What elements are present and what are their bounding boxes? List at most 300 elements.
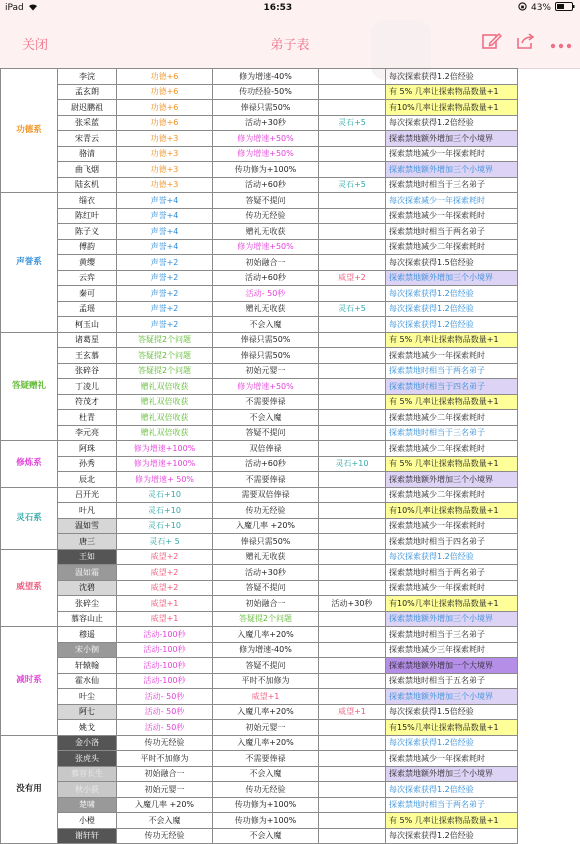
group-label[interactable]: 没有用 [1, 735, 58, 844]
extra-trait-cell[interactable] [319, 363, 386, 379]
primary-trait-cell[interactable]: 威望+2 [117, 580, 213, 596]
explore-bonus-cell[interactable]: 每次探索获得1.2倍经验 [386, 69, 518, 85]
extra-trait-cell[interactable] [319, 379, 386, 395]
primary-trait-cell[interactable]: 声誉+2 [117, 301, 213, 317]
group-label[interactable]: 答疑赠礼 [1, 332, 58, 441]
secondary-trait-cell[interactable]: 传功无经验 [213, 208, 319, 224]
explore-bonus-cell[interactable]: 每次探索获得1.2倍经验 [386, 782, 518, 798]
primary-trait-cell[interactable]: 平时不加修为 [117, 751, 213, 767]
secondary-trait-cell[interactable]: 赠礼无收获 [213, 549, 319, 565]
explore-bonus-cell[interactable]: 探索禁地额外增加三个小境界 [386, 162, 518, 178]
explore-bonus-cell[interactable]: 探索禁地减少一年探索耗时 [386, 518, 518, 534]
secondary-trait-cell[interactable]: 活动+60秒 [213, 177, 319, 193]
explore-bonus-cell[interactable]: 探索禁地减少二年探索耗时 [386, 410, 518, 426]
primary-trait-cell[interactable]: 赠礼双倍收获 [117, 394, 213, 410]
explore-bonus-cell[interactable]: 探索禁地时相当于五名弟子 [386, 673, 518, 689]
primary-trait-cell[interactable]: 功德+6 [117, 84, 213, 100]
explore-bonus-cell[interactable]: 探索禁地时相当于三名弟子 [386, 425, 518, 441]
extra-trait-cell[interactable] [319, 766, 386, 782]
extra-trait-cell[interactable] [319, 689, 386, 705]
disciple-name-cell[interactable]: 温如霜 [58, 565, 117, 581]
extra-trait-cell[interactable] [319, 611, 386, 627]
secondary-trait-cell[interactable]: 不需要俸禄 [213, 394, 319, 410]
explore-bonus-cell[interactable]: 有 5% 几率让探索物品数量+1 [386, 394, 518, 410]
primary-trait-cell[interactable]: 活动- 50秒 [117, 720, 213, 736]
explore-bonus-cell[interactable]: 有10%几率让探索物品数量+1 [386, 596, 518, 612]
secondary-trait-cell[interactable]: 活动+30秒 [213, 115, 319, 131]
disciple-name-cell[interactable]: 姚戈 [58, 720, 117, 736]
table-row [1, 503, 518, 519]
primary-trait-cell[interactable]: 声誉+2 [117, 286, 213, 302]
table-row [1, 193, 518, 209]
primary-trait-cell[interactable]: 活动-100秒 [117, 642, 213, 658]
primary-trait-cell[interactable]: 灵石+10 [117, 518, 213, 534]
secondary-trait-cell[interactable]: 传功经验-50% [213, 84, 319, 100]
secondary-trait-cell[interactable]: 答疑提2个问题 [213, 611, 319, 627]
secondary-trait-cell[interactable]: 初始融合一 [213, 596, 319, 612]
explore-bonus-cell[interactable]: 探索禁地时相当于两名弟子 [386, 565, 518, 581]
disciple-name-cell[interactable]: 叶凡 [58, 503, 117, 519]
extra-trait-cell[interactable] [319, 534, 386, 550]
explore-bonus-cell[interactable]: 探索禁地减少一年探索耗时 [386, 146, 518, 162]
table-row [1, 177, 518, 193]
primary-trait-cell[interactable]: 声誉+4 [117, 193, 213, 209]
primary-trait-cell[interactable]: 功德+6 [117, 115, 213, 131]
disciple-table [0, 68, 518, 844]
explore-bonus-cell[interactable]: 每次探索获得1.2倍经验 [386, 549, 518, 565]
explore-bonus-cell[interactable]: 探索禁地减少二年探索耗时 [386, 239, 518, 255]
table-row [1, 534, 518, 550]
table-row [1, 100, 518, 116]
primary-trait-cell[interactable]: 赠礼双倍收获 [117, 410, 213, 426]
secondary-trait-cell[interactable]: 俸禄只需50% [213, 534, 319, 550]
disciple-name-cell[interactable]: 尉迟鹏祖 [58, 100, 117, 116]
primary-trait-cell[interactable]: 赠礼双倍收获 [117, 379, 213, 395]
extra-trait-cell[interactable]: 灵石+10 [319, 456, 386, 472]
extra-trait-cell[interactable] [319, 348, 386, 364]
table-row [1, 379, 518, 395]
disciple-name-cell[interactable]: 张碎尘 [58, 596, 117, 612]
extra-trait-cell[interactable] [319, 751, 386, 767]
disciple-name-cell[interactable]: 唐三 [58, 534, 117, 550]
table-row [1, 549, 518, 565]
primary-trait-cell[interactable]: 答疑提2个问题 [117, 363, 213, 379]
primary-trait-cell[interactable]: 灵石+ 5 [117, 534, 213, 550]
extra-trait-cell[interactable] [319, 239, 386, 255]
disciple-name-cell[interactable]: 云弈 [58, 270, 117, 286]
table-row [1, 146, 518, 162]
explore-bonus-cell[interactable]: 每次探索获得1.2倍经验 [386, 317, 518, 333]
primary-trait-cell[interactable]: 灵石+10 [117, 487, 213, 503]
battery-percent: 43% [530, 3, 551, 13]
explore-bonus-cell[interactable]: 每次探索获得1.2倍经验 [386, 115, 518, 131]
primary-trait-cell[interactable]: 活动- 50秒 [117, 704, 213, 720]
extra-trait-cell[interactable]: 灵石+5 [319, 301, 386, 317]
secondary-trait-cell[interactable]: 赠礼无收获 [213, 224, 319, 240]
disciple-name-cell[interactable]: 黄缨 [58, 255, 117, 271]
wifi-icon [28, 3, 38, 14]
disciple-name-cell[interactable]: 辰北 [58, 472, 117, 488]
disciple-name-cell[interactable]: 孟玄朗 [58, 84, 117, 100]
extra-trait-cell[interactable] [319, 255, 386, 271]
disciple-name-cell[interactable]: 秦可 [58, 286, 117, 302]
extra-trait-cell[interactable] [319, 131, 386, 147]
explore-bonus-cell[interactable]: 探索禁地时相当于两名弟子 [386, 797, 518, 813]
close-button[interactable]: 关闭 [22, 38, 49, 53]
disciple-name-cell[interactable]: 沈碧 [58, 580, 117, 596]
primary-trait-cell[interactable]: 修为增速+100% [117, 456, 213, 472]
secondary-trait-cell[interactable]: 答疑不提问 [213, 580, 319, 596]
group-label[interactable]: 功德系 [1, 69, 58, 193]
extra-trait-cell[interactable] [319, 627, 386, 643]
table-row [1, 611, 518, 627]
disciple-name-cell[interactable]: 丁凌儿 [58, 379, 117, 395]
extra-trait-cell[interactable] [319, 673, 386, 689]
extra-trait-cell[interactable] [319, 394, 386, 410]
table-row [1, 673, 518, 689]
secondary-trait-cell[interactable]: 传功无经验 [213, 782, 319, 798]
disciple-name-cell[interactable]: 陈子义 [58, 224, 117, 240]
secondary-trait-cell[interactable]: 传功修为+100% [213, 162, 319, 178]
primary-trait-cell[interactable]: 初始元婴一 [117, 782, 213, 798]
table-row [1, 425, 518, 441]
secondary-trait-cell[interactable]: 威望+1 [213, 689, 319, 705]
disciple-name-cell[interactable]: 楚啸 [58, 797, 117, 813]
table-row [1, 472, 518, 488]
secondary-trait-cell[interactable]: 不需要俸禄 [213, 472, 319, 488]
extra-trait-cell[interactable] [319, 441, 386, 457]
secondary-trait-cell[interactable]: 不会入魔 [213, 828, 319, 844]
primary-trait-cell[interactable]: 赠礼双倍收获 [117, 425, 213, 441]
secondary-trait-cell[interactable]: 不会入魔 [213, 410, 319, 426]
primary-trait-cell[interactable]: 活动-100秒 [117, 673, 213, 689]
explore-bonus-cell[interactable]: 探索禁地额外增加三个小境界 [386, 131, 518, 147]
secondary-trait-cell[interactable]: 不会入魔 [213, 317, 319, 333]
table-row [1, 332, 518, 348]
table-row [1, 239, 518, 255]
primary-trait-cell[interactable]: 传功无经验 [117, 735, 213, 751]
disciple-name-cell[interactable]: 陈红叶 [58, 208, 117, 224]
explore-bonus-cell[interactable]: 探索禁地时相当于四名弟子 [386, 534, 518, 550]
explore-bonus-cell[interactable]: 探索禁地额外增加三个小境界 [386, 689, 518, 705]
explore-bonus-cell[interactable]: 探索禁地时相当于三名弟子 [386, 177, 518, 193]
explore-bonus-cell[interactable]: 每次探索获得1.2倍经验 [386, 735, 518, 751]
primary-trait-cell[interactable]: 活动-100秒 [117, 627, 213, 643]
secondary-trait-cell[interactable]: 修为增速-40% [213, 642, 319, 658]
extra-trait-cell[interactable]: 灵石+5 [319, 177, 386, 193]
primary-trait-cell[interactable]: 活动- 50秒 [117, 689, 213, 705]
primary-trait-cell[interactable]: 声誉+4 [117, 239, 213, 255]
table-row [1, 162, 518, 178]
secondary-trait-cell[interactable]: 传功无经验 [213, 503, 319, 519]
extra-trait-cell[interactable] [319, 100, 386, 116]
explore-bonus-cell[interactable]: 探索禁地时相当于四名弟子 [386, 379, 518, 395]
primary-trait-cell[interactable]: 声誉+2 [117, 255, 213, 271]
explore-bonus-cell[interactable]: 每次探索减少一年探索耗时 [386, 193, 518, 209]
extra-trait-cell[interactable] [319, 503, 386, 519]
table-row [1, 704, 518, 720]
secondary-trait-cell[interactable]: 活动+30秒 [213, 565, 319, 581]
primary-trait-cell[interactable]: 威望+2 [117, 565, 213, 581]
secondary-trait-cell[interactable]: 初始元婴一 [213, 363, 319, 379]
extra-trait-cell[interactable] [319, 317, 386, 333]
explore-bonus-cell[interactable]: 探索禁地时相当于三名弟子 [386, 627, 518, 643]
disciple-name-cell[interactable]: 张采蓝 [58, 115, 117, 131]
extra-trait-cell[interactable] [319, 813, 386, 829]
primary-trait-cell[interactable]: 不会入魔 [117, 813, 213, 829]
disciple-name-cell[interactable]: 曲飞烟 [58, 162, 117, 178]
extra-trait-cell[interactable] [319, 224, 386, 240]
explore-bonus-cell[interactable]: 每次探索获得1.5倍经验 [386, 704, 518, 720]
disciple-name-cell[interactable]: 小橙 [58, 813, 117, 829]
group-label[interactable]: 减时系 [1, 627, 58, 736]
secondary-trait-cell[interactable]: 入魔几率 +20% [213, 518, 319, 534]
primary-trait-cell[interactable]: 修为增速+100% [117, 441, 213, 457]
disciple-name-cell[interactable]: 傅韵 [58, 239, 117, 255]
explore-bonus-cell[interactable]: 有 5% 几率让探索物品数量+1 [386, 456, 518, 472]
clock: 16:53 [263, 3, 293, 13]
explore-bonus-cell[interactable]: 探索禁地减少一年探索耗时 [386, 580, 518, 596]
disciple-name-cell[interactable]: 陆玄机 [58, 177, 117, 193]
secondary-trait-cell[interactable]: 初始融合一 [213, 255, 319, 271]
extra-trait-cell[interactable]: 威望+2 [319, 270, 386, 286]
explore-bonus-cell[interactable]: 探索禁地减少三年探索耗时 [386, 642, 518, 658]
extra-trait-cell[interactable] [319, 549, 386, 565]
explore-bonus-cell[interactable]: 探索禁地减少一年探索耗时 [386, 751, 518, 767]
table-row [1, 115, 518, 131]
secondary-trait-cell[interactable]: 答疑不提问 [213, 658, 319, 674]
secondary-trait-cell[interactable]: 平时不加修为 [213, 673, 319, 689]
secondary-trait-cell[interactable]: 传功修为+100% [213, 797, 319, 813]
disciple-name-cell[interactable]: 温如雪 [58, 518, 117, 534]
extra-trait-cell[interactable] [319, 84, 386, 100]
disciple-name-cell[interactable]: 骆清 [58, 146, 117, 162]
primary-trait-cell[interactable]: 功德+3 [117, 177, 213, 193]
primary-trait-cell[interactable]: 入魔几率 +20% [117, 797, 213, 813]
primary-trait-cell[interactable]: 修为增速+ 50% [117, 472, 213, 488]
disciple-name-cell[interactable]: 李浣 [58, 69, 117, 85]
extra-trait-cell[interactable] [319, 518, 386, 534]
navigation-bar [0, 16, 580, 69]
extra-trait-cell[interactable] [319, 332, 386, 348]
secondary-trait-cell[interactable]: 不需要俸禄 [213, 751, 319, 767]
extra-trait-cell[interactable]: 威望+1 [319, 704, 386, 720]
secondary-trait-cell[interactable]: 答疑不提问 [213, 425, 319, 441]
disciple-name-cell[interactable]: 张碎谷 [58, 363, 117, 379]
explore-bonus-cell[interactable]: 探索禁地减少一年探索耗时 [386, 348, 518, 364]
table-row [1, 813, 518, 829]
explore-bonus-cell[interactable]: 探索禁地时相当于两名弟子 [386, 224, 518, 240]
table-row [1, 69, 518, 85]
secondary-trait-cell[interactable]: 双倍俸禄 [213, 441, 319, 457]
disciple-name-cell[interactable]: 慕容长生 [58, 766, 117, 782]
primary-trait-cell[interactable]: 传功无经验 [117, 828, 213, 844]
table-row [1, 735, 518, 751]
extra-trait-cell[interactable] [319, 487, 386, 503]
explore-bonus-cell[interactable]: 探索禁地额外增加三个小境界 [386, 766, 518, 782]
secondary-trait-cell[interactable]: 活动+60秒 [213, 270, 319, 286]
disciple-name-cell[interactable]: 金小洛 [58, 735, 117, 751]
primary-trait-cell[interactable]: 灵石+10 [117, 503, 213, 519]
disciple-name-cell[interactable]: 阿七 [58, 704, 117, 720]
disciple-name-cell[interactable]: 孙秀 [58, 456, 117, 472]
disciple-name-cell[interactable]: 吕开光 [58, 487, 117, 503]
primary-trait-cell[interactable]: 威望+2 [117, 549, 213, 565]
explore-bonus-cell[interactable]: 有 5% 几率让探索物品数量+1 [386, 813, 518, 829]
disciple-name-cell[interactable]: 阿珠 [58, 441, 117, 457]
secondary-trait-cell[interactable]: 需要双倍俸禄 [213, 487, 319, 503]
extra-trait-cell[interactable] [319, 208, 386, 224]
more-icon[interactable] [550, 34, 572, 53]
extra-trait-cell[interactable] [319, 146, 386, 162]
secondary-trait-cell[interactable]: 俸禄只需50% [213, 100, 319, 116]
disciple-name-cell[interactable]: 杜青 [58, 410, 117, 426]
extra-trait-cell[interactable] [319, 425, 386, 441]
secondary-trait-cell[interactable]: 活动+60秒 [213, 456, 319, 472]
explore-bonus-cell[interactable]: 探索禁地减少二年探索耗时 [386, 441, 518, 457]
primary-trait-cell[interactable]: 活动-100秒 [117, 658, 213, 674]
extra-trait-cell[interactable] [319, 565, 386, 581]
disciple-name-cell[interactable]: 秋小荻 [58, 782, 117, 798]
extra-trait-cell[interactable] [319, 193, 386, 209]
primary-trait-cell[interactable]: 答疑提2个问题 [117, 348, 213, 364]
extra-trait-cell[interactable] [319, 286, 386, 302]
explore-bonus-cell[interactable]: 探索禁地时相当于两名弟子 [386, 363, 518, 379]
extra-trait-cell[interactable]: 活动+30秒 [319, 596, 386, 612]
disciple-name-cell[interactable]: 张虎头 [58, 751, 117, 767]
page-title: 弟子表 [270, 38, 310, 53]
extra-trait-cell[interactable]: 灵石+5 [319, 115, 386, 131]
table-row [1, 208, 518, 224]
extra-trait-cell[interactable] [319, 580, 386, 596]
table-row [1, 255, 518, 271]
table-row [1, 301, 518, 317]
disciple-name-cell[interactable]: 叶尘 [58, 689, 117, 705]
secondary-trait-cell[interactable]: 俸禄只需50% [213, 348, 319, 364]
explore-bonus-cell[interactable]: 探索禁地减少二年探索耗时 [386, 487, 518, 503]
table-row [1, 782, 518, 798]
explore-bonus-cell[interactable]: 每次探索获得1.5倍经验 [386, 255, 518, 271]
explore-bonus-cell[interactable]: 探索禁地减少一年探索耗时 [386, 208, 518, 224]
secondary-trait-cell[interactable]: 入魔几率+20% [213, 627, 319, 643]
primary-trait-cell[interactable]: 威望+1 [117, 596, 213, 612]
explore-bonus-cell[interactable]: 探索禁地额外增加三个小境界 [386, 611, 518, 627]
disciple-name-cell[interactable]: 符茂才 [58, 394, 117, 410]
primary-trait-cell[interactable]: 答疑提2个问题 [117, 332, 213, 348]
explore-bonus-cell[interactable]: 有 5% 几率让探索物品数量+1 [386, 332, 518, 348]
disciple-name-cell[interactable]: 李元亮 [58, 425, 117, 441]
secondary-trait-cell[interactable]: 俸禄只需50% [213, 332, 319, 348]
explore-bonus-cell[interactable]: 探索禁地额外增加三个小境界 [386, 472, 518, 488]
extra-trait-cell[interactable] [319, 69, 386, 85]
secondary-trait-cell[interactable]: 赠礼无收获 [213, 301, 319, 317]
table-row [1, 565, 518, 581]
primary-trait-cell[interactable]: 初始融合一 [117, 766, 213, 782]
explore-bonus-cell[interactable]: 有 5% 几率让探索物品数量+1 [386, 84, 518, 100]
table-row [1, 286, 518, 302]
extra-trait-cell[interactable] [319, 797, 386, 813]
secondary-trait-cell[interactable]: 修为增速+50% [213, 239, 319, 255]
table-row [1, 131, 518, 147]
secondary-trait-cell[interactable]: 传功修为+100% [213, 813, 319, 829]
extra-trait-cell[interactable] [319, 410, 386, 426]
primary-trait-cell[interactable]: 声誉+4 [117, 208, 213, 224]
secondary-trait-cell[interactable]: 不会入魔 [213, 766, 319, 782]
extra-trait-cell[interactable] [319, 642, 386, 658]
spreadsheet [0, 68, 580, 844]
disciple-name-cell[interactable]: 宋小徊 [58, 642, 117, 658]
disciple-name-cell[interactable]: 柯玉山 [58, 317, 117, 333]
table-row [1, 627, 518, 643]
explore-bonus-cell[interactable]: 每次探索获得1.2倍经验 [386, 301, 518, 317]
explore-bonus-cell[interactable]: 探索禁地额外增加三个小境界 [386, 270, 518, 286]
group-label[interactable]: 灵石系 [1, 487, 58, 549]
secondary-trait-cell[interactable]: 修为增速+50% [213, 379, 319, 395]
disciple-name-cell[interactable]: 王玄慕 [58, 348, 117, 364]
disciple-name-cell[interactable]: 慕容山止 [58, 611, 117, 627]
secondary-trait-cell[interactable]: 答疑不提问 [213, 193, 319, 209]
table-row [1, 720, 518, 736]
secondary-trait-cell[interactable]: 活动- 50秒 [213, 286, 319, 302]
primary-trait-cell[interactable]: 功德+3 [117, 162, 213, 178]
primary-trait-cell[interactable]: 声誉+2 [117, 317, 213, 333]
secondary-trait-cell[interactable]: 初始元婴一 [213, 720, 319, 736]
secondary-trait-cell[interactable]: 修为增速+50% [213, 146, 319, 162]
extra-trait-cell[interactable] [319, 162, 386, 178]
explore-bonus-cell[interactable]: 有10%几率让探索物品数量+1 [386, 100, 518, 116]
disciple-name-cell[interactable]: 王如 [58, 549, 117, 565]
group-label[interactable]: 声誉系 [1, 193, 58, 333]
edit-icon[interactable] [482, 32, 502, 54]
disciple-name-cell[interactable]: 穆遥 [58, 627, 117, 643]
disciple-name-cell[interactable]: 诸葛星 [58, 332, 117, 348]
primary-trait-cell[interactable]: 功德+6 [117, 69, 213, 85]
group-label[interactable]: 修炼系 [1, 441, 58, 488]
explore-bonus-cell[interactable]: 每次探索获得1.2倍经验 [386, 286, 518, 302]
extra-trait-cell[interactable] [319, 472, 386, 488]
explore-bonus-cell[interactable]: 有15%几率让探索物品数量+1 [386, 720, 518, 736]
table-row [1, 689, 518, 705]
disciple-name-cell[interactable]: 缁衣 [58, 193, 117, 209]
explore-bonus-cell[interactable]: 探索禁地额外增加一个大境界 [386, 658, 518, 674]
primary-trait-cell[interactable]: 功德+3 [117, 131, 213, 147]
primary-trait-cell[interactable]: 声誉+4 [117, 224, 213, 240]
extra-trait-cell[interactable] [319, 658, 386, 674]
primary-trait-cell[interactable]: 功德+6 [117, 100, 213, 116]
secondary-trait-cell[interactable]: 修为增速-40% [213, 69, 319, 85]
secondary-trait-cell[interactable]: 入魔几率+20% [213, 704, 319, 720]
primary-trait-cell[interactable]: 声誉+2 [117, 270, 213, 286]
primary-trait-cell[interactable]: 威望+1 [117, 611, 213, 627]
extra-trait-cell[interactable] [319, 735, 386, 751]
disciple-name-cell[interactable]: 轩辕翰 [58, 658, 117, 674]
primary-trait-cell[interactable]: 功德+3 [117, 146, 213, 162]
extra-trait-cell[interactable] [319, 828, 386, 844]
disciple-name-cell[interactable]: 霍水仙 [58, 673, 117, 689]
share-icon[interactable] [516, 32, 536, 54]
extra-trait-cell[interactable] [319, 720, 386, 736]
secondary-trait-cell[interactable]: 入魔几率+20% [213, 735, 319, 751]
extra-trait-cell[interactable] [319, 782, 386, 798]
secondary-trait-cell[interactable]: 修为增速+50% [213, 131, 319, 147]
group-label[interactable]: 威望系 [1, 549, 58, 627]
explore-bonus-cell[interactable]: 有10%几率让探索物品数量+1 [386, 503, 518, 519]
explore-bonus-cell[interactable]: 每次探索获得1.2倍经验 [386, 828, 518, 844]
disciple-name-cell[interactable]: 谢轩轩 [58, 828, 117, 844]
disciple-name-cell[interactable]: 宋青云 [58, 131, 117, 147]
table-row [1, 658, 518, 674]
disciple-name-cell[interactable]: 孟瑶 [58, 301, 117, 317]
